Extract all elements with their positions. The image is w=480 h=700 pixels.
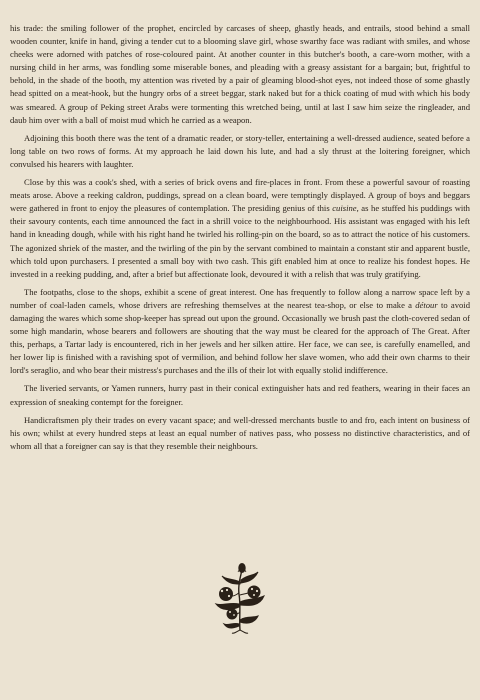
paragraph (10, 414, 470, 453)
floral-vignette-icon (212, 560, 268, 636)
text-run: to avoid damaging the wares which some shop-keeper has spread out upon the ground. Occasionally we brush past the cloth-covered sedan of some high mandarin, whose bearers and followers are shouting that the way must be cleared for the approach of The Great. After this, perhaps, a Tartar lady is encountered, rich in her jewels and her silken attire. Her face, we can see, is carefully enamelled, and her lower lip is finished with a ravishing spot of vermilion, and behind follow her slave women, who add their own charms to their lord's seraglio, and who bear their mistress's purchases and the ills of their lot with equally stolid indifference. (10, 299, 470, 376)
paragraph (10, 382, 470, 408)
italic-phrase: cuisine (332, 203, 357, 214)
italic-phrase: détour (415, 299, 438, 310)
text-run: , as he stuffed his puddings with their savoury contents, each time announced the fact in a shrill voice to the neighbourhood. His assistant was engaged with his left hand in kneading dough, while with his right hand he twirled his rolling-pin on the board, so as to attract the notice of his customers. The agonized shriek of the master, and the twirling of the pin by the servant combined to maintain a constant stir and apparent bustle, which told upon purchasers. I presented a small boy with two cash. This gift enabled him at once to realize his fondest hopes. He invested in a reeking pudding, and, after a brief but affectionate look, devoured it with a relish that was truly gratifying. (10, 203, 470, 279)
body-text (10, 22, 470, 453)
paragraph (10, 22, 470, 127)
text-run: Adjoining this booth there was the tent of a dramatic reader, or story-teller, entertaining a well-dressed audience, seated before a long table on two rows of forms. At my approach he laid down his lute, and had a sly thrust at the loitering foreigner, which convulsed his hearers with laughter. (10, 132, 470, 169)
text-run: Handicraftsmen ply their trades on every vacant space; and well-dressed merchants bustle to and fro, each intent on business of his own; whilst at every hundred steps at least an equal number of natives pass, who possess no distinctive characteristics, and of whom all that a foreigner can say is that they resemble their neighbours. (10, 414, 470, 451)
paragraph (10, 132, 470, 171)
book-page (10, 22, 470, 458)
paragraph (10, 286, 470, 378)
text-run: The footpaths, close to the shops, exhibit a scene of great interest. One has frequently to follow along a narrow space left by a number of coal-laden camels, whose drivers are refreshing themselves at the nearest tea-shop, or else to make a (10, 286, 470, 310)
text-run: Close by this was a cook's shed, with a series of brick ovens and fire-places in front. From these a powerful savour of roasting meats arose. Above a reeking caldron, puddings, spread on a clean board, were temptingly displayed. A group of boys and beggars were gathered in front to enjoy the pleasures of contemplation. The presiding genius of this (10, 177, 470, 214)
text-run: his trade: the smiling follower of the prophet, encircled by carcases of sheep, ghastly heads, and entrails, stood behind a small wooden counter, knife in hand, giving a tender cut to a blooming slave girl, whose swarthy face was radiant with smiles, and whose cheeks were adorned with patches of rose-coloured paint. At another counter in this butcher's booth, a care-worn mother, with a nursing child in her arms, was fondling some miserable bones, and pleading with a greasy assistant for a bargain; but, frightful to behold, in the shade of the booth, my attention was riveted by a pair of gleaming blood-shot eyes, not indeed those of some ghastly head spitted on a meat-hook, but the hungry orbs of a street beggar, stark naked but for a thick coating of mud with which his body was smeared. A group of Peking street Arabs were tormenting this wretched being, until at last I saw him seize the ringleader, and daub him over with a ball of moist mud which he carried as a weapon. (10, 23, 470, 125)
text-run: The liveried servants, or Yamen runners, hurry past in their conical extinguisher hats and red feathers, wearing in their faces an expression of sneaking contempt for the foreigner. (10, 383, 470, 407)
paragraph (10, 176, 470, 281)
